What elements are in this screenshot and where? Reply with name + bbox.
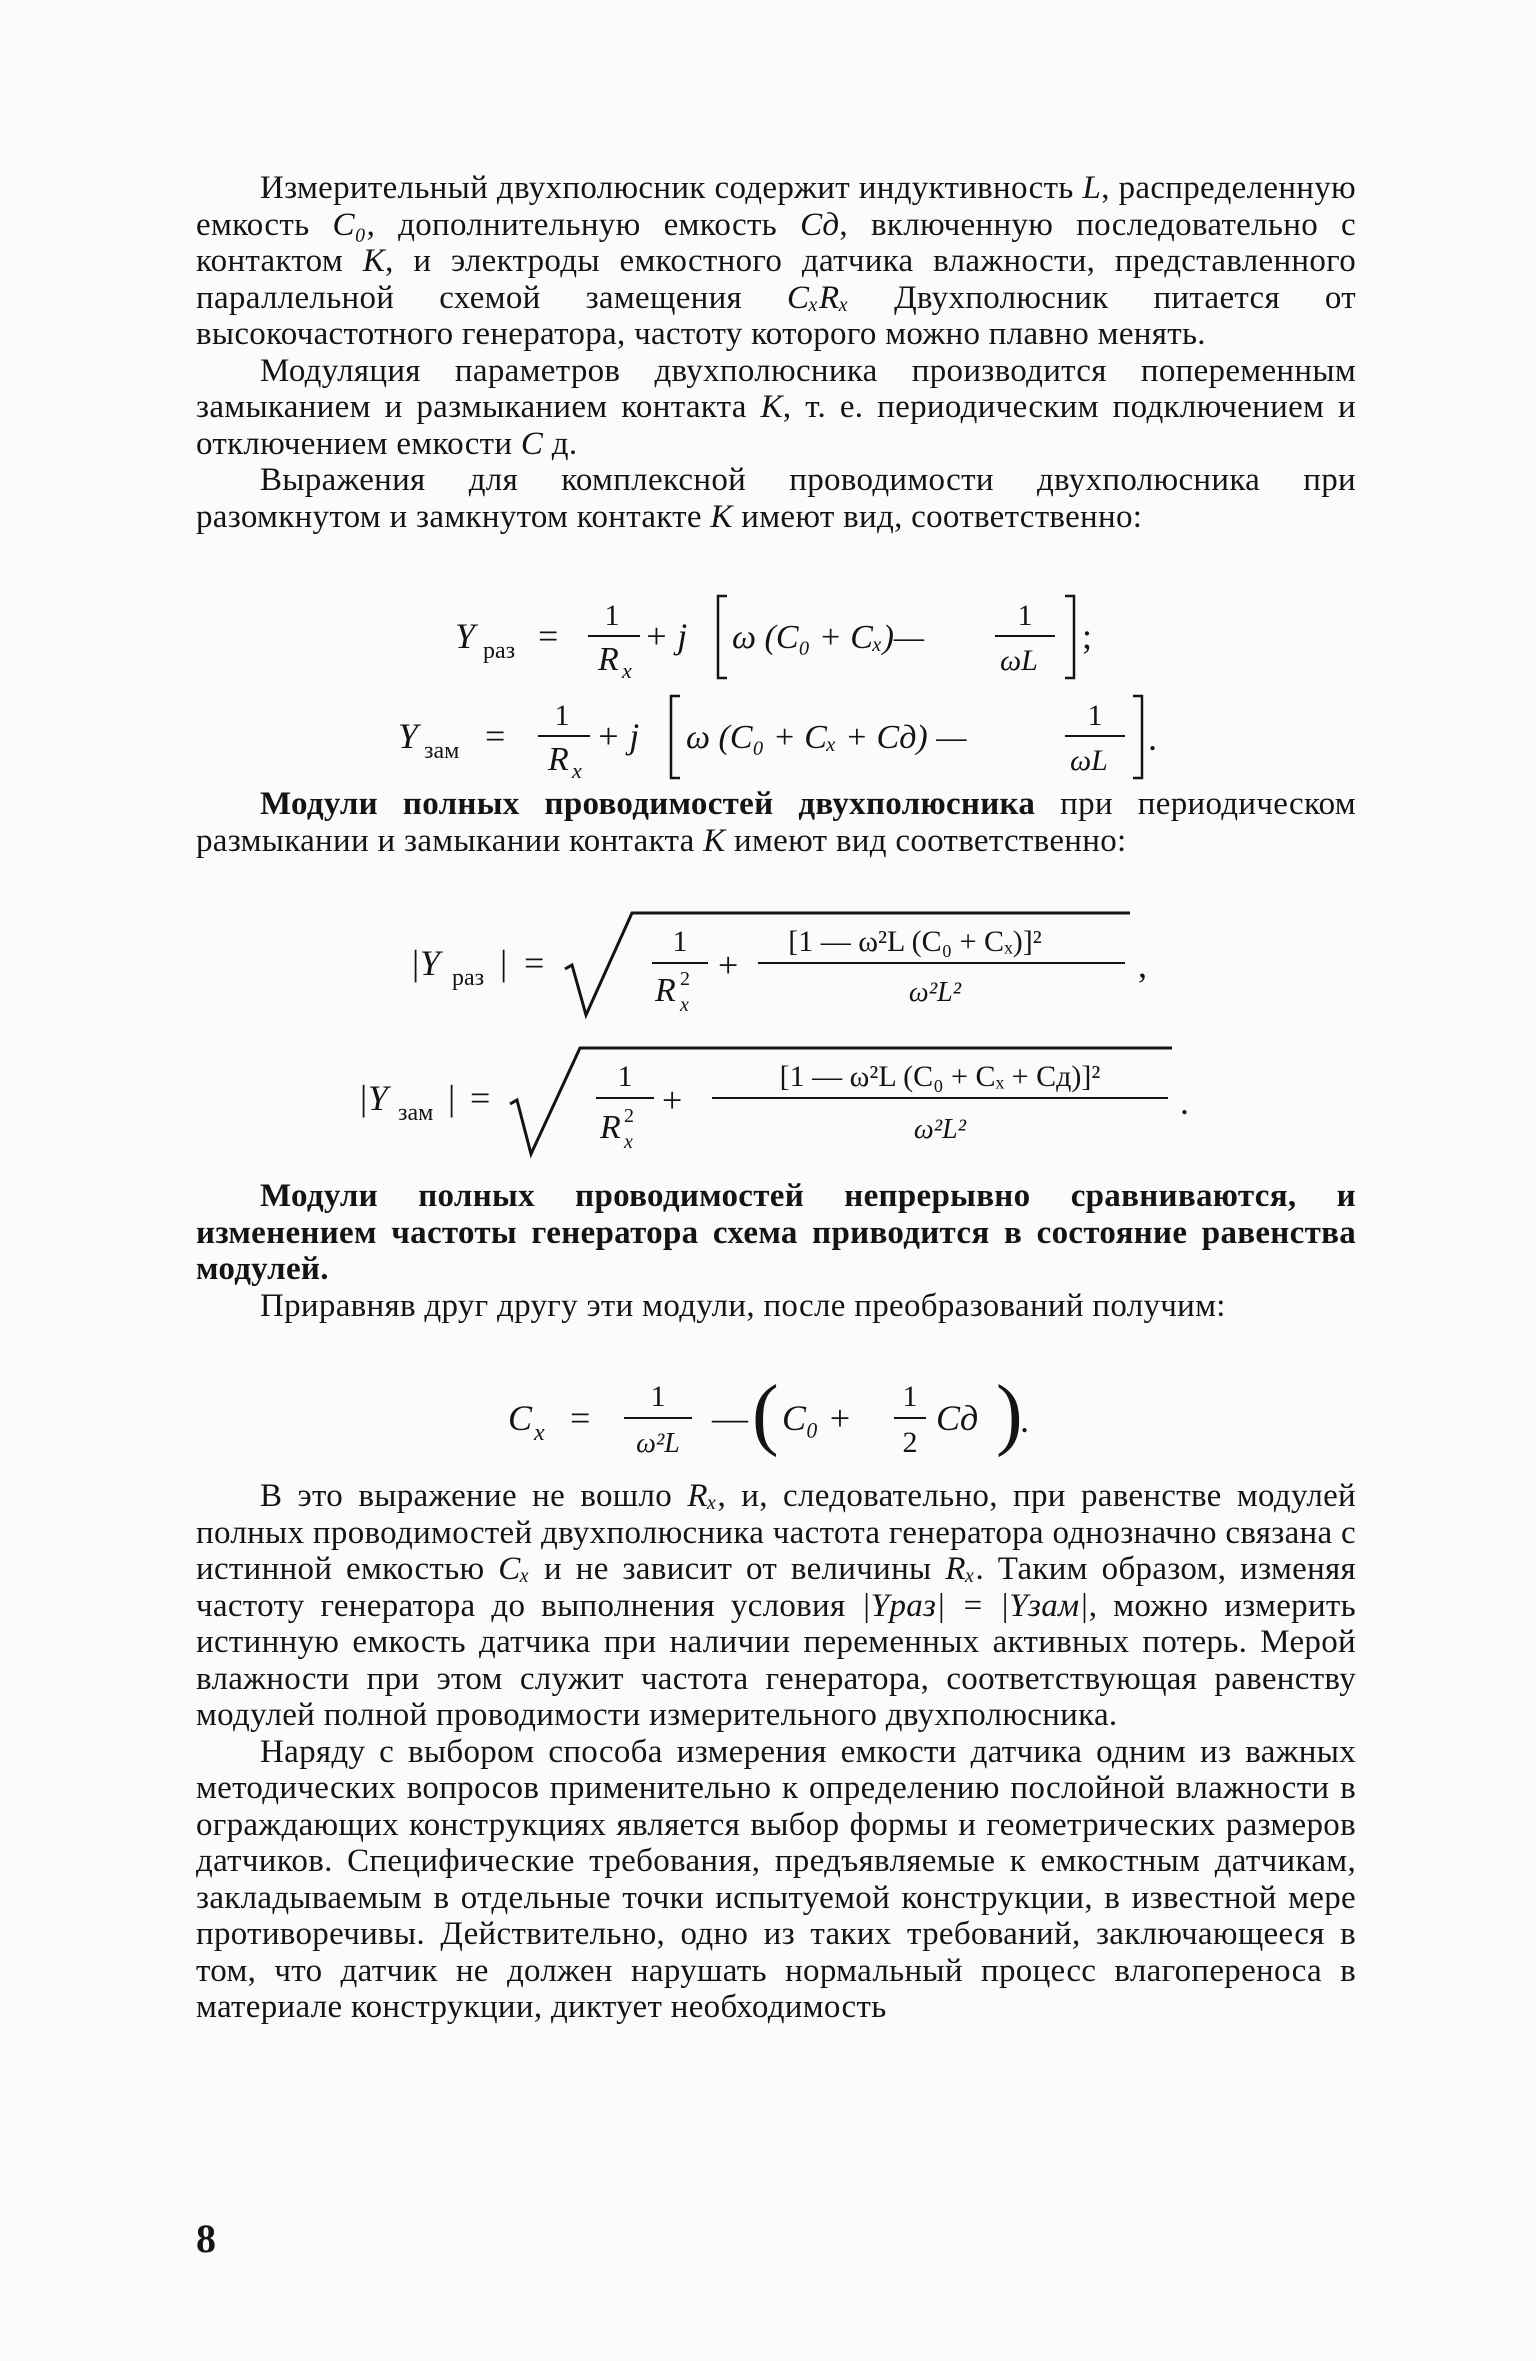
svg-text:зам: зам bbox=[398, 1100, 434, 1126]
svg-text:1: 1 bbox=[672, 925, 688, 958]
svg-text:2: 2 bbox=[902, 1426, 918, 1459]
svg-text:x: x bbox=[680, 994, 689, 1016]
svg-text:x: x bbox=[624, 1131, 633, 1153]
equation-abs-y-raz bbox=[0, 905, 1536, 1025]
svg-text:,: , bbox=[1138, 945, 1147, 985]
svg-text:x: x bbox=[622, 658, 632, 683]
svg-text:|Y: |Y bbox=[410, 943, 440, 983]
text-block-modules bbox=[196, 786, 1356, 859]
svg-text:Cд: Cд bbox=[936, 1398, 979, 1438]
svg-text:): ) bbox=[996, 1370, 1023, 1458]
svg-text:1: 1 bbox=[554, 699, 570, 732]
equation-y-zam bbox=[0, 690, 1536, 783]
svg-text:ωL: ωL bbox=[1000, 644, 1038, 677]
paragraph-3: Выражения для комплексной проводимости двухполюсника при разомкнутом и замкнутом контакте K имеют вид, соответственно: bbox=[196, 462, 1356, 535]
svg-text:[1 — ω²L (C₀ + Cₓ + Cд)]²: [1 — ω²L (C₀ + Cₓ + Cд)]² bbox=[779, 1060, 1101, 1093]
svg-text:R: R bbox=[655, 972, 676, 1009]
svg-text:1: 1 bbox=[617, 1060, 633, 1093]
svg-text:1: 1 bbox=[650, 1380, 666, 1413]
svg-text:1: 1 bbox=[1017, 599, 1033, 632]
page-number: 8 bbox=[196, 2216, 216, 2261]
paragraph-2: Модуляция параметров двухполюсника производится попеременным замыканием и размыканием контакта K, т. е. периодическим подключением и отключением емкости C д. bbox=[196, 352, 1356, 462]
svg-text:|: | bbox=[448, 1078, 456, 1118]
svg-text:|: | bbox=[500, 943, 508, 983]
svg-text:=: = bbox=[538, 616, 559, 656]
svg-text:—: — bbox=[712, 1398, 748, 1438]
svg-text:ω²L: ω²L bbox=[636, 1428, 680, 1459]
svg-text:x: x bbox=[572, 758, 582, 783]
svg-text:=: = bbox=[485, 716, 506, 756]
svg-text:+ j: + j bbox=[596, 716, 640, 756]
text-block-top bbox=[196, 170, 1356, 535]
equation-y-raz bbox=[0, 590, 1536, 683]
svg-text:ω²L²: ω²L² bbox=[913, 1114, 967, 1145]
paragraph-4: Модули полных проводимостей двухполюсника при периодическом размыкании и замыкании контакта K имеют вид соответственно: bbox=[196, 786, 1356, 859]
equation-abs-y-zam bbox=[0, 1040, 1536, 1165]
svg-text:[1 — ω²L (C₀ + Cₓ)]²: [1 — ω²L (C₀ + Cₓ)]² bbox=[788, 925, 1042, 958]
svg-text:Y: Y bbox=[455, 616, 476, 656]
svg-text:.: . bbox=[1020, 1400, 1029, 1440]
paragraph-1: Измерительный двухполюсник содержит индуктивность L, распределенную емкость C₀, дополнительную емкость Cд, включенную последовательно с контактом K, и электроды емкостного датчика влажности, представленного параллельной схемой замещения CₓRₓ Двухполюсник питается от высокочастотного генератора, частоту которого можно плавно менять. bbox=[196, 170, 1356, 352]
paragraph-6: Приравняв друг другу эти модули, после преобразований получим: bbox=[260, 1287, 1226, 1324]
svg-text:=: = bbox=[524, 943, 545, 983]
svg-text:+: + bbox=[662, 1080, 683, 1120]
svg-text:C₀ +: C₀ + bbox=[782, 1398, 852, 1438]
svg-text:=: = bbox=[470, 1078, 491, 1118]
svg-text:+ j: + j bbox=[644, 616, 688, 656]
svg-text:зам: зам bbox=[424, 738, 460, 764]
svg-text:=: = bbox=[570, 1398, 591, 1438]
svg-text:C: C bbox=[508, 1398, 533, 1438]
svg-text:.: . bbox=[1148, 718, 1157, 758]
svg-text:ωL: ωL bbox=[1070, 744, 1108, 777]
text-block-bottom bbox=[196, 1478, 1356, 2026]
svg-text:R: R bbox=[600, 1109, 621, 1146]
svg-text:ω (C₀ + Cₓ + Cд) —: ω (C₀ + Cₓ + Cд) — bbox=[686, 719, 967, 756]
svg-text:1: 1 bbox=[604, 599, 620, 632]
svg-text:x: x bbox=[534, 1420, 545, 1446]
svg-text:2: 2 bbox=[624, 1105, 634, 1127]
svg-text:;: ; bbox=[1082, 616, 1093, 656]
svg-text:+: + bbox=[718, 945, 739, 985]
svg-text:ω (C₀ + Cₓ)—: ω (C₀ + Cₓ)— bbox=[732, 619, 925, 656]
svg-text:.: . bbox=[1180, 1082, 1189, 1122]
svg-text:2: 2 bbox=[680, 968, 690, 990]
svg-text:раз: раз bbox=[483, 638, 516, 664]
paragraph-5: Модули полных проводимостей непрерывно сравниваются, и изменением частоты генератора схема приводится в состояние равенства модулей. bbox=[196, 1178, 1356, 1287]
text-block-compare bbox=[196, 1178, 1356, 1324]
equation-cx bbox=[0, 1370, 1536, 1470]
svg-text:Y: Y bbox=[398, 716, 419, 756]
svg-text:R: R bbox=[548, 741, 569, 778]
svg-text:1: 1 bbox=[902, 1380, 918, 1413]
svg-text:R: R bbox=[598, 641, 619, 678]
paragraph-8: Наряду с выбором способа измерения емкости датчика одним из важных методических вопросов применительно к определению послойной влажности в ограждающих конструкциях является выбор формы и геометрических размеров датчиков. Специфические требования, предъявляемые к емкостным датчикам, закладываемым в отдельные точки испытуемой конструкции, в известной мере противоречивы. Действительно, одно из таких требований, заключающееся в том, что датчик не должен нарушать нормальный процесс влагопереноса в материале конструкции, диктует необходимость bbox=[196, 1733, 1356, 2025]
svg-text:ω²L²: ω²L² bbox=[908, 977, 962, 1008]
svg-text:|Y: |Y bbox=[358, 1078, 388, 1118]
svg-text:1: 1 bbox=[1087, 699, 1103, 732]
paragraph-7: В это выражение не вошло Rₓ, и, следовательно, при равенстве модулей полных проводимостей двухполюсника частота генератора однозначно связана с истинной емкостью Cₓ и не зависит от величины Rₓ. Таким образом, изменяя частоту генератора до выполнения условия |Yраз| = |Yзам|, можно измерить истинную емкость датчика при наличии переменных активных потерь. Мерой влажности при этом служит частота генератора, соответствующая равенству модулей полной проводимости измерительного двухполюсника. bbox=[196, 1478, 1356, 1733]
svg-text:(: ( bbox=[752, 1370, 779, 1458]
svg-text:раз: раз bbox=[452, 965, 485, 991]
